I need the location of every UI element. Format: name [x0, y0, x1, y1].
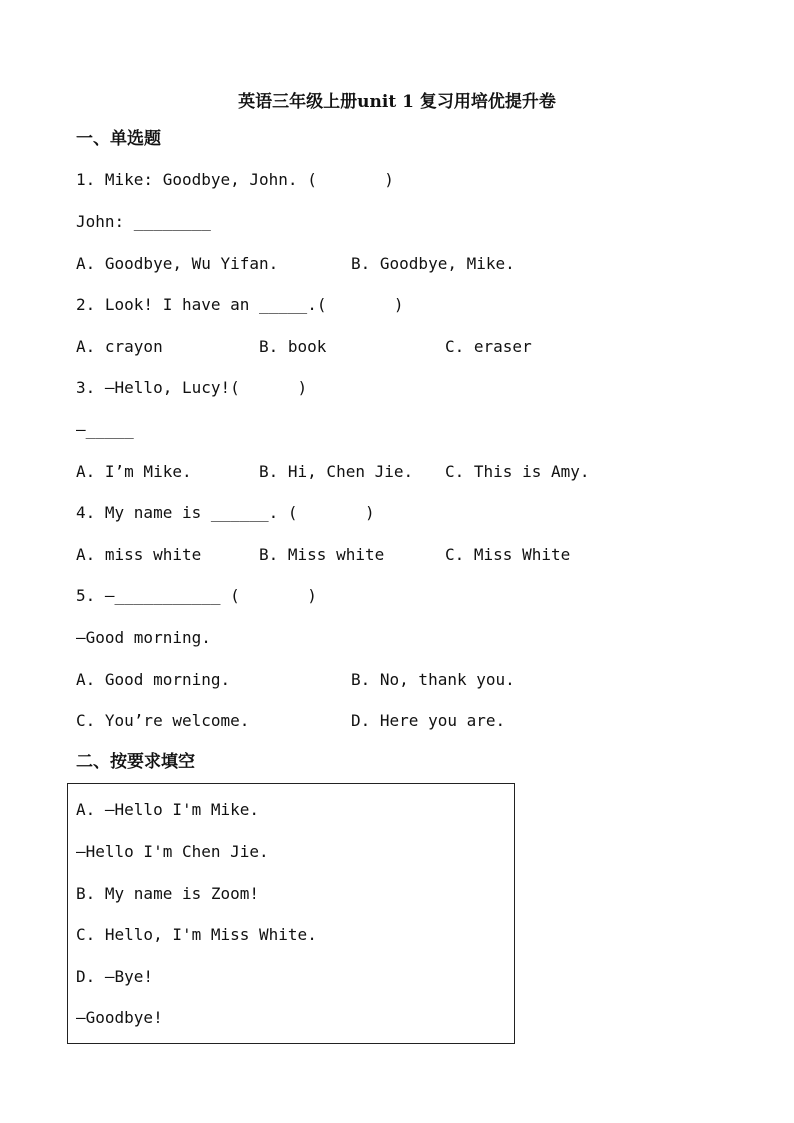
question-5-line2: —Good morning.: [76, 628, 211, 647]
question-3-option-b[interactable]: B. Hi, Chen Jie.: [259, 462, 414, 481]
dialogue-box: [67, 783, 515, 1044]
box-line-2: —Hello I'm Chen Jie.: [76, 842, 269, 861]
page-title: 英语三年级上册unit 1 复习用培优提升卷: [238, 92, 556, 112]
box-line-4: C. Hello, I'm Miss White.: [76, 925, 317, 944]
question-2-stem: 2. Look! I have an _____.( ): [76, 295, 404, 314]
section-heading-multiple-choice: 一、单选题: [76, 129, 161, 149]
question-3-option-a[interactable]: A. I’m Mike.: [76, 462, 192, 481]
question-5-option-c[interactable]: C. You’re welcome.: [76, 711, 250, 730]
question-4-option-b[interactable]: B. Miss white: [259, 545, 385, 564]
question-4-stem: 4. My name is ______. ( ): [76, 503, 375, 522]
question-4-option-a[interactable]: A. miss white: [76, 545, 202, 564]
question-2-option-a[interactable]: A. crayon: [76, 337, 163, 356]
question-1-line2: John: ________: [76, 212, 211, 231]
question-4-option-c[interactable]: C. Miss White: [445, 545, 571, 564]
box-line-1: A. —Hello I'm Mike.: [76, 800, 260, 819]
question-3-stem: 3. —Hello, Lucy!( ): [76, 378, 308, 397]
question-3-line2: —_____: [76, 420, 134, 439]
section-heading-fill-in: 二、按要求填空: [76, 752, 195, 772]
box-line-3: B. My name is Zoom!: [76, 884, 260, 903]
question-1-option-b[interactable]: B. Goodbye, Mike.: [351, 254, 515, 273]
question-5-option-b[interactable]: B. No, thank you.: [351, 670, 515, 689]
question-2-option-c[interactable]: C. eraser: [445, 337, 532, 356]
question-3-option-c[interactable]: C. This is Amy.: [445, 462, 590, 481]
question-5-option-a[interactable]: A. Good morning.: [76, 670, 231, 689]
question-5-option-d[interactable]: D. Here you are.: [351, 711, 506, 730]
box-line-6: —Goodbye!: [76, 1008, 163, 1027]
question-1-stem: 1. Mike: Goodbye, John. ( ): [76, 170, 394, 189]
box-line-5: D. —Bye!: [76, 967, 154, 986]
question-1-option-a[interactable]: A. Goodbye, Wu Yifan.: [76, 254, 279, 273]
question-5-stem: 5. —___________ ( ): [76, 586, 317, 605]
question-2-option-b[interactable]: B. book: [259, 337, 327, 356]
